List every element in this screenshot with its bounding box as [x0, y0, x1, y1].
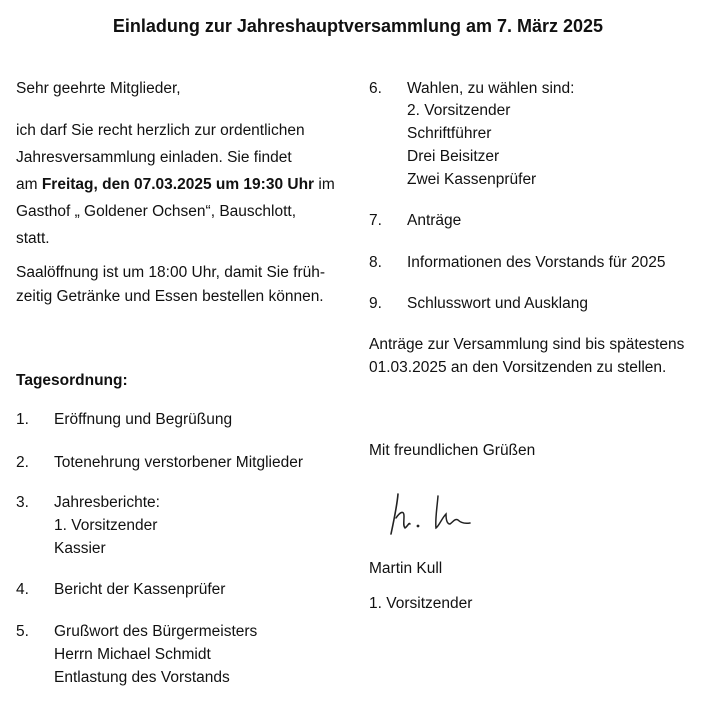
- intro-line-3-post: im: [314, 176, 335, 193]
- antraege-note-line-1: Anträge zur Versammlung sind bis spätestens: [369, 336, 685, 353]
- intro-line-1: ich darf Sie recht herzlich zur ordentlichen: [16, 122, 305, 139]
- agenda-item-text: Grußwort des Bürgermeisters: [54, 623, 258, 640]
- agenda-number: 7.: [369, 212, 382, 229]
- agenda-item-text: 1. Vorsitzender: [54, 517, 158, 534]
- document-title: Einladung zur Jahreshauptversammlung am 7. März 2025: [112, 16, 604, 36]
- intro-line-3: [16, 173, 335, 196]
- closing-phrase: Mit freundlichen Grüßen: [369, 442, 536, 459]
- agenda-number: 5.: [16, 623, 29, 640]
- agenda-number: 8.: [369, 254, 382, 271]
- agenda-item-text: Eröffnung und Begrüßung: [54, 411, 233, 428]
- event-date-time: Freitag, den 07.03.2025 um 19:30 Uhr: [41, 176, 315, 193]
- agenda-item-text: Totenehrung verstorbener Mitglieder: [54, 454, 303, 471]
- agenda-item-text: Zwei Kassenprüfer: [407, 171, 537, 188]
- agenda-item-text: Drei Beisitzer: [407, 148, 500, 165]
- agenda-item-text: Wahlen, zu wählen sind:: [407, 80, 575, 97]
- agenda-item-text: Schriftführer: [407, 125, 492, 142]
- agenda-item-text: Jahresberichte:: [54, 494, 160, 511]
- antraege-note-line-2: 01.03.2025 an den Vorsitzenden zu stellen.: [369, 359, 667, 376]
- agenda-number: 9.: [369, 295, 382, 312]
- agenda-number: 6.: [369, 80, 382, 97]
- agenda-number: 2.: [16, 454, 29, 471]
- agenda-item-text: Entlastung des Vorstands: [54, 669, 230, 686]
- agenda-item-text: Bericht der Kassenprüfer: [54, 581, 226, 598]
- agenda-heading: Tagesordnung:: [16, 372, 128, 389]
- agenda-item-text: Kassier: [54, 540, 106, 557]
- agenda-number: 4.: [16, 581, 29, 598]
- saal-line-1: Saalöffnung ist um 18:00 Uhr, damit Sie früh-: [16, 264, 326, 281]
- signer-name: Martin Kull: [369, 560, 443, 577]
- agenda-item-text: Anträge: [407, 212, 462, 229]
- intro-line-5: statt.: [16, 230, 50, 247]
- intro-line-4: Gasthof „ Goldener Ochsen“, Bauschlott,: [16, 203, 296, 220]
- intro-line-3-pre: am: [16, 176, 42, 193]
- signature-image: [384, 488, 484, 538]
- saal-line-2: zeitig Getränke und Essen bestellen können.: [16, 288, 324, 305]
- intro-line-2: Jahresversammlung einladen. Sie findet: [16, 149, 292, 166]
- greeting: Sehr geehrte Mitglieder,: [16, 80, 181, 97]
- agenda-item-text: Herrn Michael Schmidt: [54, 646, 211, 663]
- agenda-number: 3.: [16, 494, 29, 511]
- agenda-item-text: Schlusswort und Ausklang: [407, 295, 588, 312]
- agenda-number: 1.: [16, 411, 29, 428]
- agenda-item-text: 2. Vorsitzender: [407, 102, 511, 119]
- signer-role: 1. Vorsitzender: [369, 595, 473, 612]
- agenda-item-text: Informationen des Vorstands für 2025: [407, 254, 666, 271]
